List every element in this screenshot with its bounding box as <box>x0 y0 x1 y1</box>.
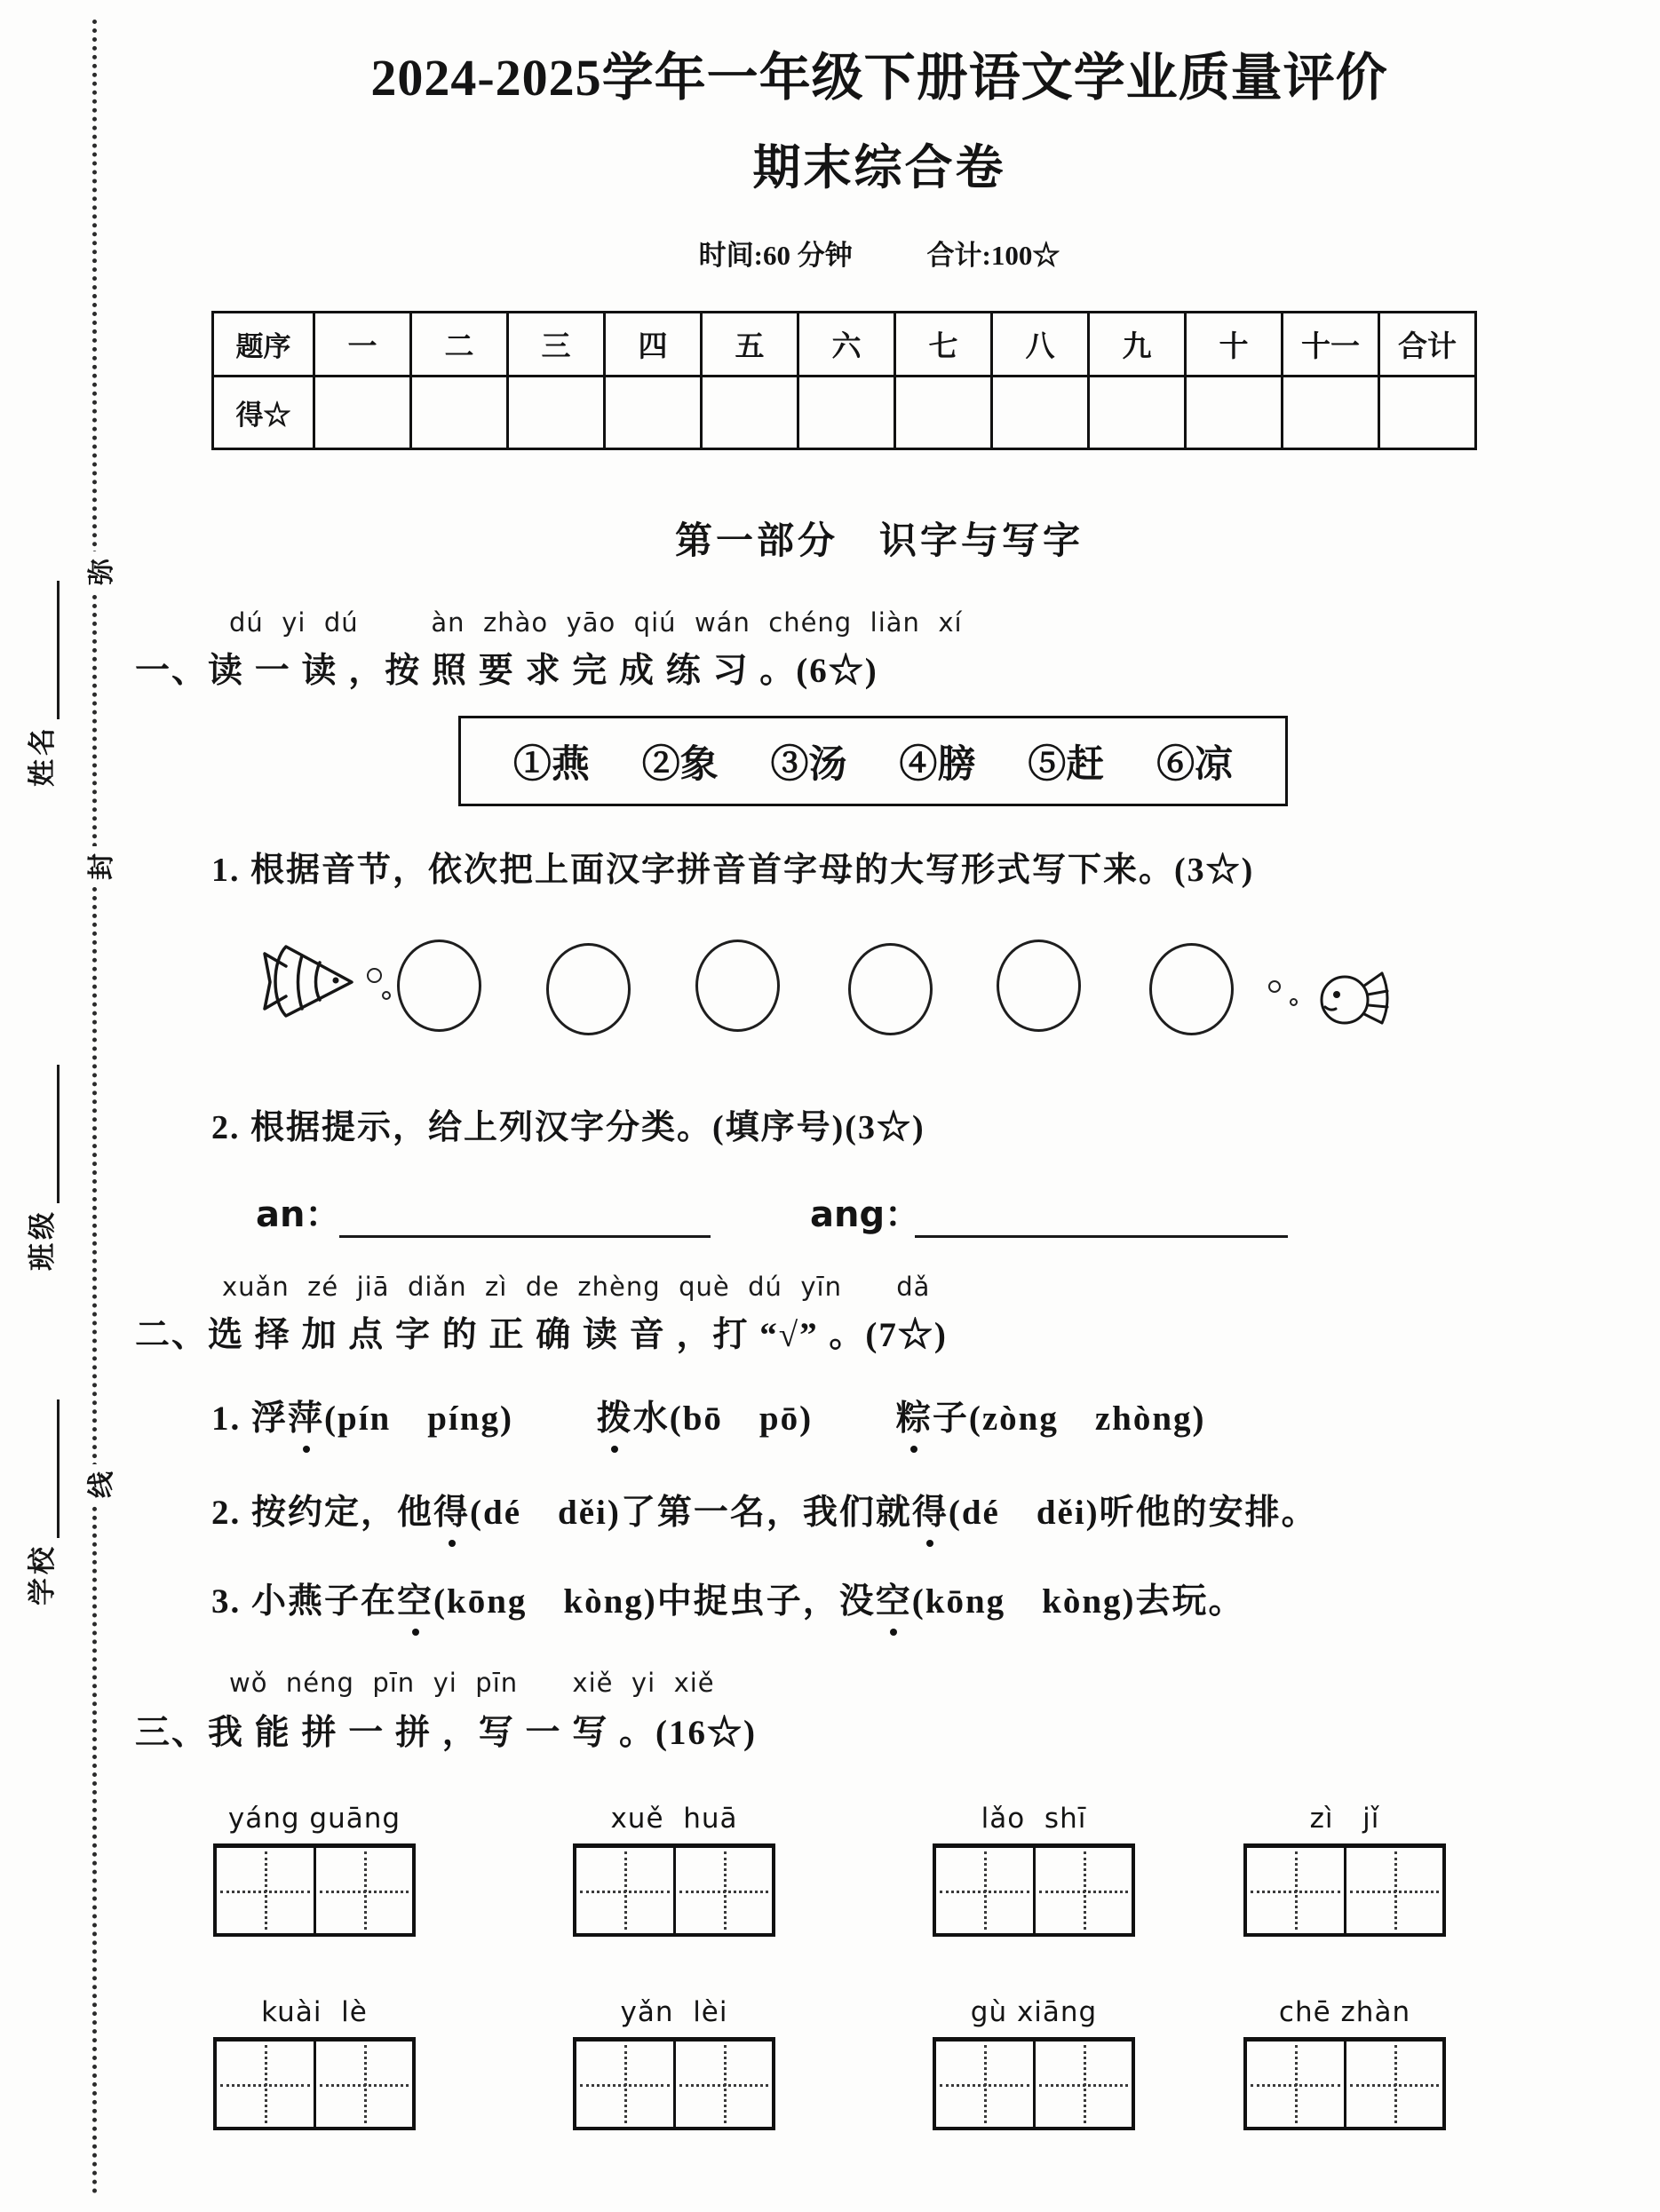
q2-pinyin: xuǎn zé jiā diǎn zì de zhèng què dú yīn dǎ <box>222 1272 931 1302</box>
answer-oval-4[interactable] <box>848 943 933 1035</box>
round-fish-icon <box>1318 964 1389 1032</box>
an-answer-blank[interactable] <box>339 1186 711 1238</box>
word-pinyin: yǎn lèi <box>620 1996 728 2028</box>
tianzige-cell[interactable] <box>1344 2042 1443 2127</box>
part1-title: 第一部分 识字与写字 <box>674 521 1084 562</box>
score-cell[interactable] <box>314 377 411 449</box>
score-col-4: 四 <box>605 313 702 377</box>
student-name-blank[interactable] <box>29 581 60 719</box>
text-segment: 子(zòng zhòng) <box>932 1399 1206 1438</box>
score-cell-total[interactable] <box>1379 377 1476 449</box>
score-table-header-row <box>213 313 1476 377</box>
score-table <box>211 311 1477 450</box>
emphasized-char: 得 <box>433 1485 470 1534</box>
tianzige-grid <box>573 1843 775 1937</box>
score-col-9: 九 <box>1089 313 1186 377</box>
word-pinyin: gù xiāng <box>970 1996 1098 2028</box>
tropical-fish-icon <box>254 938 357 1023</box>
tianzige-grid <box>1243 1843 1446 1937</box>
word-pinyin: lǎo shī <box>981 1803 1087 1835</box>
tianzige-cell[interactable] <box>576 1848 673 1933</box>
q1-char-6: ⑥凉 <box>1156 743 1234 786</box>
score-col-2: 二 <box>411 313 508 377</box>
emphasized-char: 粽 <box>896 1391 933 1440</box>
score-cell[interactable] <box>605 377 702 449</box>
text-segment: 1. 浮 <box>211 1399 289 1438</box>
q2-item-3 <box>211 1574 1245 1623</box>
score-cell[interactable] <box>508 377 605 449</box>
time-limit: 时间:60 分钟 <box>698 240 853 271</box>
word-pinyin: kuài lè <box>261 1996 368 2028</box>
text-segment: (pín píng) <box>324 1399 597 1438</box>
emphasized-char: 拨 <box>597 1391 633 1440</box>
word-block-chezhan <box>1243 1996 1446 2130</box>
word-pinyin: xuě huā <box>610 1803 738 1835</box>
word-block-guxiang <box>933 1996 1135 2130</box>
word-pinyin: yáng guāng <box>227 1803 401 1835</box>
word-block-kuaile <box>213 1996 416 2130</box>
student-class-field <box>22 1065 60 1271</box>
text-segment: (dé děi)听他的安排。 <box>948 1494 1318 1532</box>
text-segment: (kōng kòng)中捉虫子，没 <box>433 1582 876 1621</box>
score-col-3: 三 <box>508 313 605 377</box>
answer-oval-6[interactable] <box>1149 943 1234 1035</box>
q1-character-box <box>458 716 1288 806</box>
student-class-blank[interactable] <box>29 1065 60 1203</box>
student-name-field <box>22 581 60 787</box>
paper-title-line1: 2024-2025学年一年级下册语文学业质量评价 <box>370 49 1388 107</box>
score-table-score-row <box>213 377 1476 449</box>
student-school-blank[interactable] <box>29 1399 60 1538</box>
word-block-yangguang <box>213 1803 416 1937</box>
text-segment: 3. 小燕子在 <box>211 1582 398 1621</box>
word-pinyin: zì jǐ <box>1309 1803 1380 1835</box>
word-block-xuehua <box>573 1803 775 1937</box>
q1-char-2: ②象 <box>641 743 719 786</box>
student-school-label: 学校 <box>27 1543 58 1605</box>
student-name-label: 姓名 <box>27 725 58 787</box>
score-cell[interactable] <box>702 377 798 449</box>
score-col-6: 六 <box>798 313 895 377</box>
tianzige-cell[interactable] <box>314 2042 413 2127</box>
score-cell[interactable] <box>992 377 1089 449</box>
score-cell[interactable] <box>411 377 508 449</box>
emphasized-char: 萍 <box>288 1391 324 1440</box>
tianzige-cell[interactable] <box>1247 2042 1344 2127</box>
score-col-10: 十 <box>1186 313 1283 377</box>
paper-meta <box>133 233 1625 273</box>
tianzige-grid <box>213 2037 416 2130</box>
score-col-total: 合计 <box>1379 313 1476 377</box>
bubble-icon <box>1268 980 1281 993</box>
q1-char-1: ①燕 <box>512 743 590 786</box>
tianzige-cell[interactable] <box>314 1848 413 1933</box>
tianzige-cell[interactable] <box>1033 1848 1132 1933</box>
emphasized-char: 空 <box>876 1574 912 1623</box>
tianzige-cell[interactable] <box>1033 2042 1132 2127</box>
ang-answer-blank[interactable] <box>915 1186 1288 1238</box>
tianzige-cell[interactable] <box>673 2042 773 2127</box>
emphasized-char: 得 <box>912 1485 949 1534</box>
score-cell[interactable] <box>1283 377 1379 449</box>
tianzige-cell[interactable] <box>576 2042 673 2127</box>
q3-pinyin: wǒ néng pīn yi pīn xiě yi xiě <box>229 1668 715 1698</box>
q1-text: 一、读 一 读 ，按 照 要 求 完 成 练 习 。(6☆) <box>135 652 878 690</box>
tianzige-grid <box>573 2037 775 2130</box>
score-cell[interactable] <box>1186 377 1283 449</box>
score-col-1: 一 <box>314 313 411 377</box>
emphasized-char: 空 <box>397 1574 433 1623</box>
seal-char-feng: 封 <box>75 846 122 887</box>
q1-pinyin: dú yi dú àn zhào yāo qiú wán chéng liàn xí <box>229 607 963 638</box>
bubble-icon <box>382 991 391 1000</box>
tianzige-cell[interactable] <box>936 1848 1033 1933</box>
tianzige-cell[interactable] <box>217 1848 314 1933</box>
q3-text: 三、我 能 拼 一 拼 ，写 一 写 。(16☆) <box>135 1714 757 1752</box>
answer-oval-1[interactable] <box>397 940 481 1032</box>
word-block-yanlei <box>573 1996 775 2130</box>
score-col-11: 十一 <box>1283 313 1379 377</box>
answer-oval-2[interactable] <box>546 943 631 1035</box>
score-cell[interactable] <box>798 377 895 449</box>
word-block-laoshi <box>933 1803 1135 1937</box>
student-class-label: 班级 <box>27 1209 58 1271</box>
tianzige-grid <box>933 1843 1135 1937</box>
text-segment: 水(bō pō) <box>632 1399 896 1438</box>
q2-item-1 <box>211 1391 1206 1440</box>
seal-dotted-line <box>92 20 97 2195</box>
seal-char-mi: 弥 <box>75 551 122 592</box>
q1-char-4: ④膀 <box>899 743 976 786</box>
an-group-label: an： <box>256 1194 341 1235</box>
text-segment: (dé děi)了第一名，我们就 <box>470 1494 912 1532</box>
tianzige-grid <box>1243 2037 1446 2130</box>
seal-char-xian: 线 <box>75 1464 122 1505</box>
q1-sub1-text: 1. 根据音节，依次把上面汉字拼音首字母的大写形式写下来。(3☆) <box>211 852 1255 889</box>
score-row-label: 得☆ <box>213 377 314 449</box>
score-col-8: 八 <box>992 313 1089 377</box>
q1-sub2-text: 2. 根据提示，给上列汉字分类。(填序号)(3☆) <box>211 1109 925 1146</box>
tianzige-cell[interactable] <box>936 2042 1033 2127</box>
score-col-7: 七 <box>895 313 992 377</box>
bubble-icon <box>1290 998 1298 1006</box>
word-block-ziji <box>1243 1803 1446 1937</box>
score-col-5: 五 <box>702 313 798 377</box>
q1-char-3: ③汤 <box>770 743 847 786</box>
tianzige-cell[interactable] <box>1247 1848 1344 1933</box>
paper-title-line2: 期末综合卷 <box>752 141 1006 194</box>
ang-group-label: ang： <box>810 1194 921 1235</box>
score-cell[interactable] <box>895 377 992 449</box>
tianzige-cell[interactable] <box>673 1848 773 1933</box>
tianzige-cell[interactable] <box>1344 1848 1443 1933</box>
score-cell[interactable] <box>1089 377 1186 449</box>
student-school-field <box>22 1399 60 1605</box>
answer-oval-3[interactable] <box>695 940 780 1032</box>
q2-text: 二、选 择 加 点 字 的 正 确 读 音 ，打 “√” 。(7☆) <box>135 1316 948 1354</box>
total-score: 合计:100☆ <box>926 240 1060 271</box>
text-segment: (kōng kòng)去玩。 <box>911 1582 1245 1621</box>
tianzige-grid <box>933 2037 1135 2130</box>
answer-oval-5[interactable] <box>997 940 1081 1032</box>
score-table-corner: 题序 <box>213 313 314 377</box>
q1-char-5: ⑤赶 <box>1028 743 1105 786</box>
q2-item-2 <box>211 1485 1318 1534</box>
bubble-icon <box>367 968 382 983</box>
tianzige-cell[interactable] <box>217 2042 314 2127</box>
text-segment: 2. 按约定，他 <box>211 1494 434 1532</box>
word-pinyin: chē zhàn <box>1278 1996 1411 2028</box>
tianzige-grid <box>213 1843 416 1937</box>
